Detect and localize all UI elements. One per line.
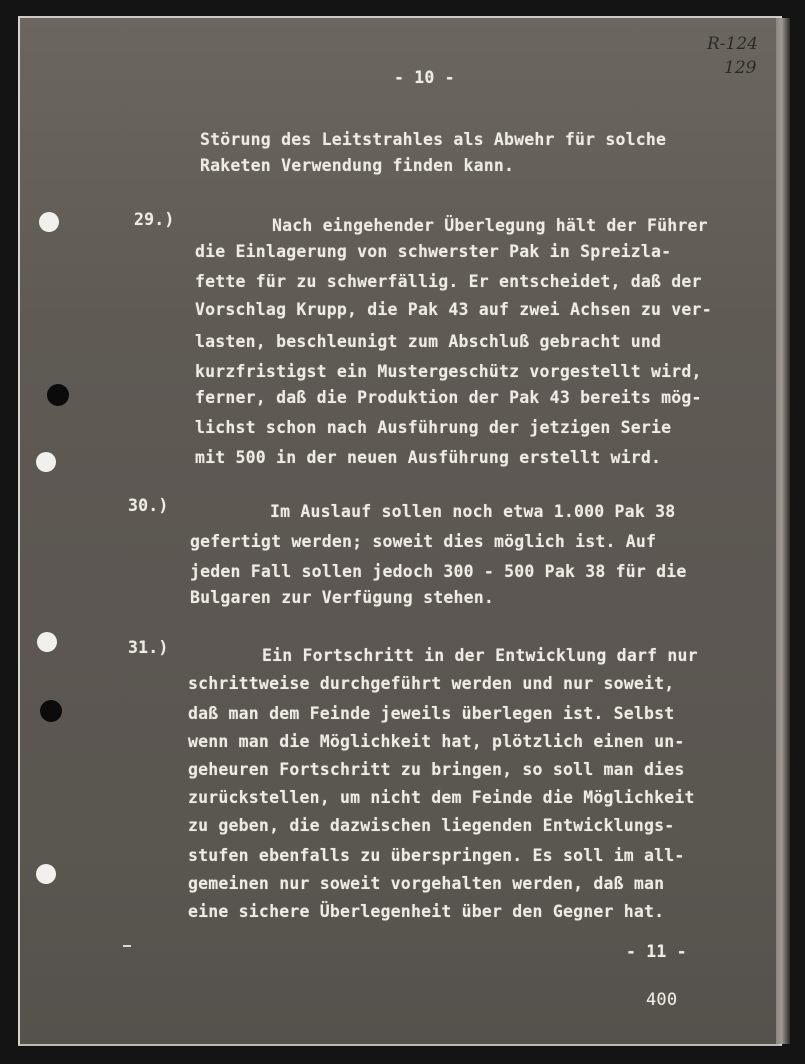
text-line: Im Auslauf sollen noch etwa 1.000 Pak 38 [270, 502, 676, 521]
punch-hole [36, 452, 56, 472]
page-footer: - 11 - [626, 942, 687, 961]
handwritten-number: 129 [724, 58, 757, 78]
punch-hole [37, 632, 57, 652]
page-edge [776, 18, 790, 1044]
text-line: die Einlagerung von schwerster Pak in Spreizla- [195, 242, 672, 261]
text-line: schrittweise durchgeführt werden und nur soweit, [188, 674, 675, 693]
text-line: ferner, daß die Produktion der Pak 43 bereits mög- [195, 388, 702, 407]
text-line: gefertigt werden; soweit dies möglich ist. Auf [190, 532, 657, 551]
text-line: Bulgaren zur Verfügung stehen. [190, 588, 495, 607]
text-line: daß man dem Feinde jeweils überlegen ist. Selbst [188, 704, 675, 723]
punch-hole [39, 212, 59, 232]
text-line: eine sichere Überlegenheit über den Gegner hat. [188, 902, 665, 921]
page-header: - 10 - [394, 68, 455, 87]
text-line: lichst schon nach Ausführung der jetzigen Serie [195, 418, 672, 437]
handwritten-reference: R-124 [707, 34, 758, 54]
text-line: geheuren Fortschritt zu bringen, so soll man dies [188, 760, 685, 779]
text-line: gemeinen nur soweit vorgehalten werden, daß man [188, 874, 665, 893]
paragraph-number: 29.) [134, 210, 175, 229]
text-line: mit 500 in der neuen Ausführung erstellt wird. [195, 448, 662, 467]
text-line: lasten, beschleunigt zum Abschluß gebracht und [195, 332, 662, 351]
paragraph-number: 30.) [128, 496, 169, 515]
text-line: zu geben, die dazwischen liegenden Entwicklungs- [188, 816, 675, 835]
text-line: kurzfristigst ein Mustergeschütz vorgestellt wird, [195, 362, 702, 381]
text-line: Raketen Verwendung finden kann. [200, 156, 515, 175]
text-line: Ein Fortschritt in der Entwicklung darf nur [262, 646, 698, 665]
text-line: Nach eingehender Überlegung hält der Führer [272, 216, 708, 235]
page-stamp-number: 400 [646, 990, 678, 1010]
paragraph-number: 31.) [128, 638, 169, 657]
stray-mark [123, 945, 131, 947]
punch-hole [40, 700, 62, 722]
text-line: wenn man die Möglichkeit hat, plötzlich einen un- [188, 732, 685, 751]
text-line: Vorschlag Krupp, die Pak 43 auf zwei Achsen zu ver- [195, 300, 712, 319]
text-line: zurückstellen, um nicht dem Feinde die Möglichkeit [188, 788, 695, 807]
punch-hole [47, 384, 69, 406]
text-line: fette für zu schwerfällig. Er entscheidet, daß der [195, 272, 702, 291]
text-line: Störung des Leitstrahles als Abwehr für solche [200, 130, 667, 149]
text-line: jeden Fall sollen jedoch 300 - 500 Pak 38 für die [190, 562, 687, 581]
text-line: stufen ebenfalls zu überspringen. Es soll im all- [188, 846, 685, 865]
punch-hole [36, 864, 56, 884]
